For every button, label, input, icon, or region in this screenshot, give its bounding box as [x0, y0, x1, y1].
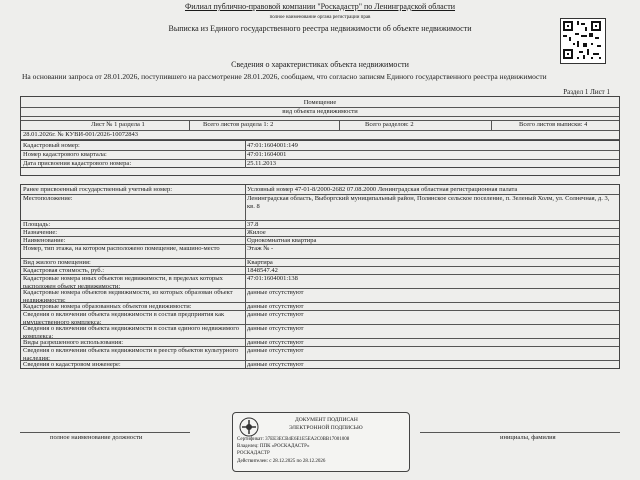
- top-row-label: Кадастровый номер:: [23, 142, 80, 149]
- row-value: данные отсутствуют: [247, 339, 304, 346]
- row-label: Сведения о кадастровом инженере:: [23, 361, 121, 368]
- row-value: данные отсутствуют: [247, 289, 304, 296]
- top-row-label: Номер кадастрового квартала:: [23, 151, 107, 158]
- row-label: Кадастровые номера объектов недвижимости, из которых образован объект недвижимости:: [23, 289, 233, 302]
- top-row-label: Дата присвоения кадастрового номера:: [23, 160, 132, 167]
- row-value: 1848547.42: [247, 267, 278, 274]
- table-row: [21, 302, 619, 310]
- position-caption: полное наименование должности: [50, 434, 143, 441]
- agency-name: Филиал публично-правовой компании "Роскадастр" по Ленинградской области: [184, 2, 456, 11]
- stamp-line-5: РОСКАДАСТР: [237, 451, 270, 456]
- row-value: Квартира: [247, 259, 273, 266]
- total-sheets: Всего листов раздела 1: 2: [203, 121, 274, 128]
- table-row: [21, 360, 619, 368]
- table-row: [21, 346, 619, 360]
- top-row-value: 25.11.2013: [247, 160, 277, 167]
- row-label: Сведения о включении объекта недвижимости в состав единого недвижимого комплекса:: [23, 325, 239, 338]
- row-label: Назначение:: [23, 229, 58, 236]
- table-row: [21, 288, 619, 302]
- row-label: Кадастровые номера иных объектов недвижимости, в пределах которых расположен объект недвижимости:: [23, 275, 223, 288]
- total-sections: Всего разделов: 2: [365, 121, 414, 128]
- top-rows-box: [20, 140, 620, 168]
- section-reference: Раздел 1 Лист 1: [563, 88, 610, 96]
- table-row: [21, 310, 619, 324]
- row-value: Однокомнатная квартира: [247, 237, 317, 244]
- table-row: [21, 338, 619, 346]
- top-row-value: 47:01:1604001: [247, 151, 287, 158]
- object-type-caption: вид объекта недвижимости: [282, 108, 358, 115]
- row-value: 47:01:1604001:138: [247, 275, 298, 282]
- table-row: [21, 185, 619, 194]
- stamp-line-1: ДОКУМЕНТ ПОДПИСАН: [295, 417, 358, 423]
- stamp-line-4: Владелец: ППК «РОСКАДАСТР»: [237, 444, 310, 449]
- object-type: Помещение: [303, 99, 337, 106]
- name-caption: инициалы, фамилия: [500, 434, 556, 441]
- table-row: [21, 274, 619, 288]
- record-number: 28.01.2026г. № КУВИ-001/2026-10072843: [23, 131, 138, 138]
- row-value: 37.8: [247, 221, 259, 228]
- sheet-number: Лист № 1 раздела 1: [91, 121, 145, 128]
- stamp-line-3: Сертификат: 37ЕЕ3ЕСВ4Е6Е1Е5ЕА2С0ВВ17001008: [237, 437, 350, 442]
- row-value: Этаж № -: [247, 245, 274, 252]
- table-row: [21, 266, 619, 274]
- extract-title: Выписка из Единого государственного реестра недвижимости об объекте недвижимости: [168, 24, 472, 33]
- row-value: данные отсутствуют: [247, 311, 304, 318]
- qr-code-icon: [560, 18, 606, 64]
- row-label: Сведения о включении объекта недвижимости в состав предприятия как имущественного комплекса:: [23, 311, 225, 324]
- table-row: [21, 228, 619, 236]
- row-label: Наименование:: [23, 237, 66, 244]
- row-label: Площадь:: [23, 221, 51, 228]
- stamp-line-6: Действителен: с 28.12.2025 по 28.12.2026: [237, 459, 326, 464]
- table-row: [21, 244, 619, 258]
- top-row-value: 47:01:1604001:149: [247, 142, 298, 149]
- intro-text: На основании запроса от 28.01.2026, поступившего на рассмотрение 28.01.2026, сообщаем, что согласно записям Единого государственного реестра недвижимости: [22, 72, 547, 81]
- row-value: Ленинградская область, Выборгский муниципальный район, Полянское сельское поселение, п. Зеленый Холм, ул. Солнечная, д. 3, кв. 8: [247, 195, 610, 210]
- table-row: [21, 194, 619, 220]
- table-row: [21, 236, 619, 244]
- characteristics-box: [20, 184, 620, 369]
- emblem-icon: [239, 417, 259, 437]
- total-extract-sheets: Всего листов выписки: 4: [519, 121, 588, 128]
- agency-caption: полное наименование органа регистрации прав: [269, 15, 371, 20]
- row-label: Сведения о включении объекта недвижимости в реестр объектов культурного наследия:: [23, 347, 239, 360]
- row-value: Условный номер 47-01-8/2000-2682 07.08.2000 Ленинградская областная регистрационная палата: [247, 186, 518, 193]
- row-value: данные отсутствуют: [247, 347, 304, 354]
- row-label: Виды разрешенного использования:: [23, 339, 124, 346]
- row-label: Вид жилого помещения:: [23, 259, 91, 266]
- table-row: [21, 258, 619, 266]
- document-subtitle: Сведения о характеристиках объекта недвижимости: [231, 60, 409, 69]
- row-label: Кадастровая стоимость, руб.:: [23, 267, 105, 274]
- row-value: Жилое: [247, 229, 266, 236]
- stamp-line-2: ЭЛЕКТРОННОЙ ПОДПИСЬЮ: [289, 425, 363, 431]
- row-label: Местоположение:: [23, 195, 73, 202]
- row-value: данные отсутствуют: [247, 325, 304, 332]
- row-value: данные отсутствуют: [247, 303, 304, 310]
- row-label: Кадастровые номера образованных объектов недвижимости:: [23, 303, 192, 310]
- row-value: данные отсутствуют: [247, 361, 304, 368]
- table-row: [21, 220, 619, 228]
- row-label: Ранее присвоенный государственный учетный номер:: [23, 186, 173, 193]
- row-label: Номер, тип этажа, на котором расположено помещение, машино-место: [23, 245, 220, 252]
- electronic-signature-stamp: [232, 412, 410, 472]
- table-row: [21, 324, 619, 338]
